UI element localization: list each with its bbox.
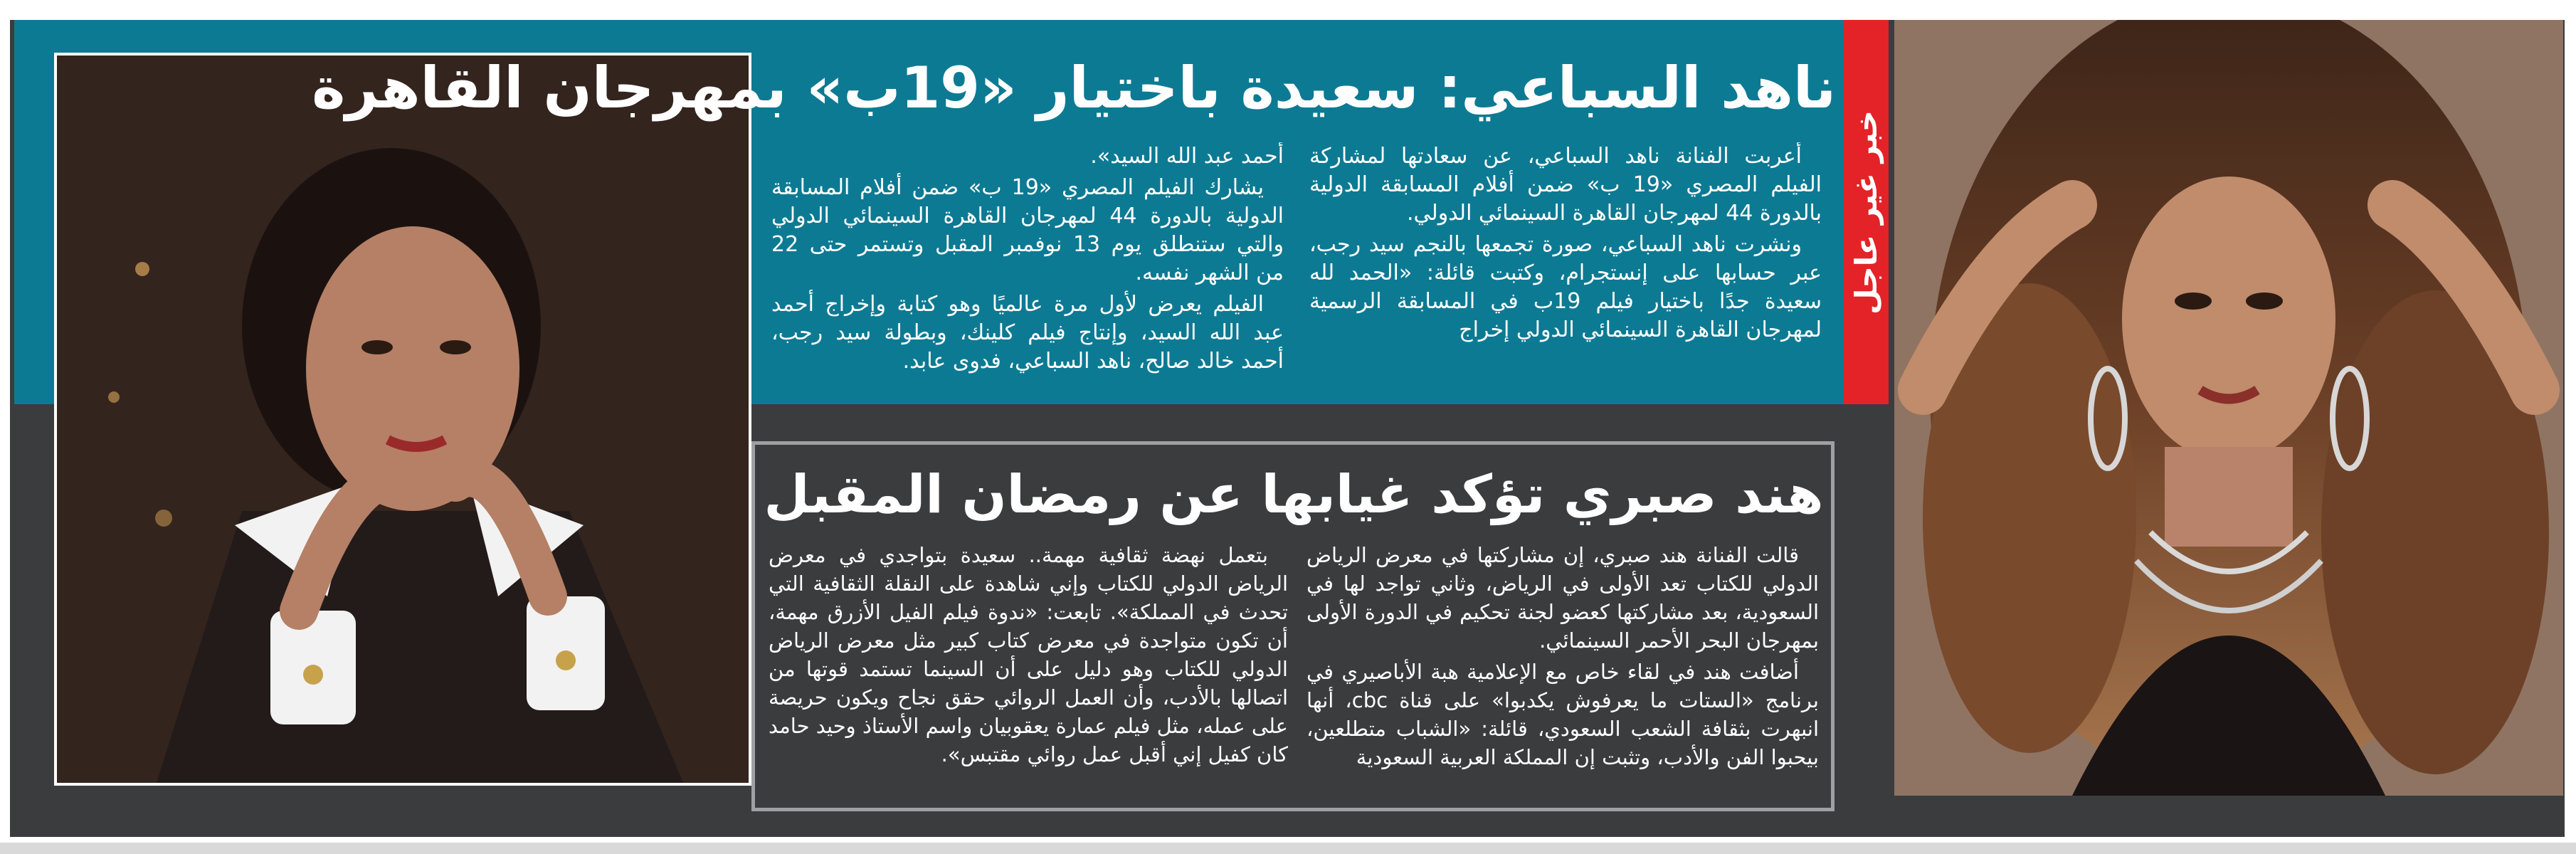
top-story-headline: ناهد السباعي: سعيدة باختيار «19ب» بمهرجان القاهرة (312, 55, 1836, 121)
top-story-paragraph: أعربت الفنانة ناهد السباعي، عن سعادتها لمشاركة الفيلم المصري «19 ب» ضمن أفلام المسابقة الدولية بالدورة 44 لمهرجان القاهرة السينمائي الدولي. (1309, 144, 1822, 226)
top-story-column-right (1309, 142, 1822, 406)
bottom-story-paragraph: أضافت هند في لقاء خاص مع الإعلامية هبة الأباصيري في برنامج «الستات ما يعرفوش يكدبوا» على قناة cbc، أنها انبهرت بثقافة الشعب السعودي، قائلة: «الشباب متطلعين، بيحبوا الفن والأدب، وتثبت إن المملكة العربية السعودية (1307, 660, 1819, 769)
portrait-illustration-left (57, 56, 749, 783)
page-bottom-strip (0, 843, 2576, 854)
bottom-story-headline: هند صبري تؤكد غيابها عن رمضان المقبل (764, 464, 1824, 525)
top-story-column-left (771, 142, 1284, 406)
top-story-paragraph: يشارك الفيلم المصري «19 ب» ضمن أفلام المسابقة الدولية بالدورة 44 لمهرجان القاهرة السينمائي الدولي والتي ستنطلق يوم 13 نوفمبر المقبل وتستمر حتى 22 من الشهر نفسه. (771, 175, 1284, 285)
photo-hend-sabry (54, 53, 751, 786)
bottom-story-paragraph: بتعمل نهضة ثقافية مهمة.. سعيدة بتواجدي في معرض الرياض الدولي للكتاب وإني شاهدة على النقلة الثقافية التي تحدث في المملكة». تابعت: «ندوة فيلم الفيل الأزرق مهمة، أن تكون متواجدة في معرض كتاب كبير مثل معرض الرياض الدولي للكتاب وهو دليل على أن السينما تستمد قوتها من اتصالها بالأدب، وأن العمل الروائي حقق نجاح ويكون حريصة على عمله، مثل فيلم عمارة يعقوبيان واسم الأستاذ وحيد حامد كان كفيل إني أقبل عمل روائي مقتبس». (769, 543, 1288, 766)
bottom-story-column-left (769, 541, 1288, 804)
portrait-illustration-right (1894, 20, 2563, 796)
section-tag-label: خبر غير عاجل (1848, 110, 1884, 315)
photo-nahed-elsebai (1894, 20, 2563, 796)
section-tag (1843, 20, 1889, 404)
bottom-story-paragraph: قالت الفنانة هند صبري، إن مشاركتها في معرض الرياض الدولي للكتاب تعد الأولى في الرياض، وثاني تواجد لها في السعودية، بعد مشاركتها كعضو لجنة تحكيم في الدورة الأولى بمهرجان البحر الأحمر السينمائي. (1307, 543, 1819, 653)
top-story-paragraph: أحمد عبد الله السيد». (1090, 144, 1284, 169)
bottom-story-column-right (1307, 541, 1819, 804)
top-story-paragraph: الفيلم يعرض لأول مرة عالميًا وهو كتابة وإخراج أحمد عبد الله السيد، وإنتاج فيلم كلينك، وبطولة سيد رجب، أحمد خالد صالح، ناهد السباعي، فدوى عابد. (771, 292, 1284, 374)
top-story-paragraph: ونشرت ناهد السباعي، صورة تجمعها بالنجم سيد رجب، عبر حسابها على إنستجرام، وكتبت قائلة: «الحمد لله سعيدة جدًا باختيار فيلم 19ب في المسابقة الرسمية لمهرجان القاهرة السينمائي الدولي إخراج (1309, 232, 1822, 342)
